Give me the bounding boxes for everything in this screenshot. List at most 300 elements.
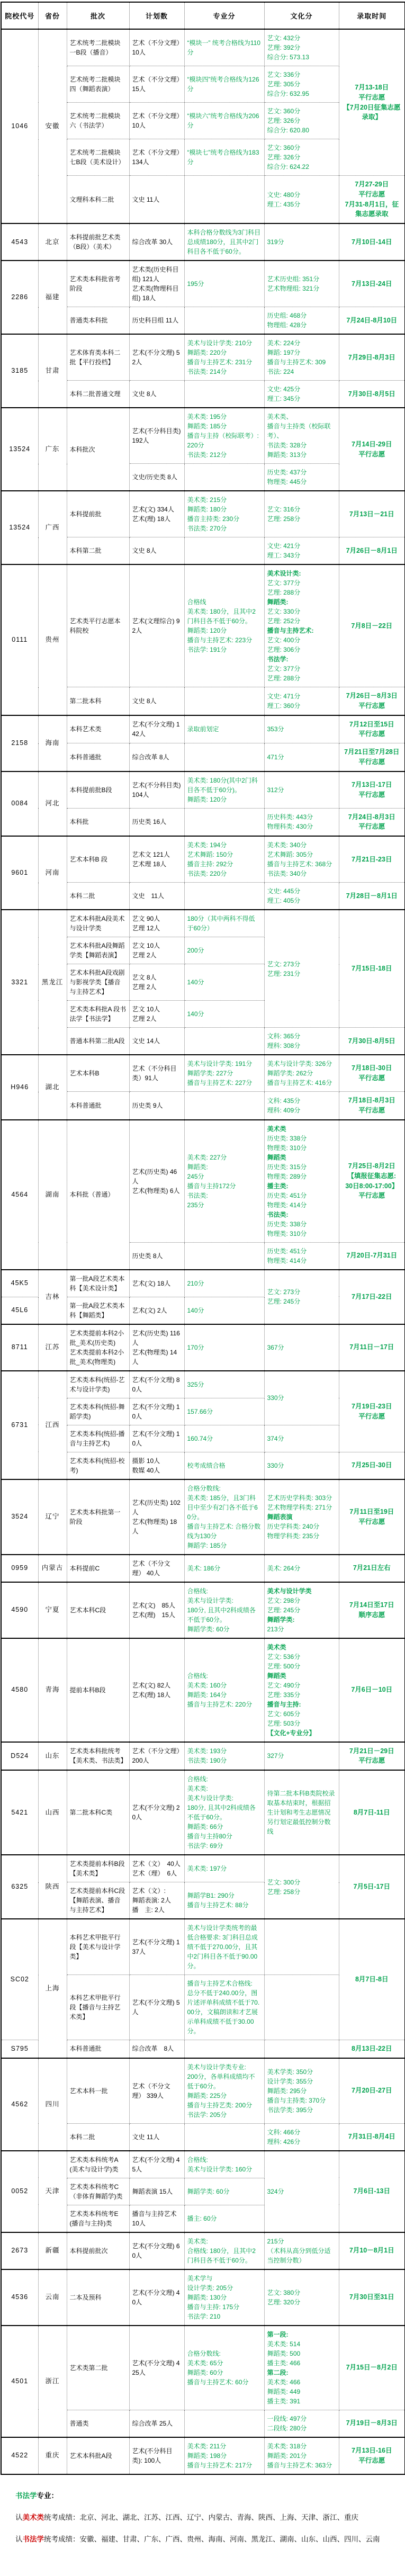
cell-culture-score: 330分 [264, 1452, 339, 1479]
cell-culture-score: 文科: 466分 理科: 426分 [264, 2123, 339, 2151]
keyword-art: 美术类 [22, 2513, 44, 2521]
cell-admission-time: 7月20日-27日 [339, 2058, 405, 2124]
cell-plan-count: 艺术(历史类) 116人 艺术(物理类) 14人 [129, 1324, 184, 1371]
cell-plan-count: 艺文 8人 艺理 2人 [129, 964, 184, 1001]
cell-batch: 艺术类提前本科C段【舞蹈表演、播音与主持艺术】 [67, 1882, 129, 1919]
cell-batch: 艺术本科批A段 [67, 2437, 129, 2474]
cell-major-score: 播主: 60分 [184, 2205, 264, 2232]
cell-major-score: 合格线: 美术类: 160分 舞蹈类: 164分 播音与主持艺术: 220分 [184, 1638, 264, 1742]
footnote-prefix: 认 [15, 2513, 23, 2521]
cell-plan-count: 艺术类(历史科目组) 121人 艺术类(物理科目组) 18人 [129, 261, 184, 307]
cell-batch: 艺术类本科(统招-校考) [67, 1452, 129, 1479]
cell-province: 内蒙古 [38, 1555, 67, 1582]
cell-school-code: SC02 [1, 1919, 38, 2040]
table-row [1, 1582, 405, 1638]
cell-major-score: 美术类: 197分 [184, 1855, 264, 1882]
cell-admission-time: 7月30日至31日 [339, 2269, 405, 2326]
table-row [1, 1770, 405, 1855]
cell-plan-count: 艺术(不分文理) 137人 [129, 1919, 184, 1975]
cell-batch: 艺术类本科统考C （非体育舞蹈学)类 [67, 2178, 129, 2205]
cell-plan-count: 艺术(文) 85人 艺术(理) 15人 [129, 1582, 184, 1638]
cell-province: 河南 [38, 836, 67, 910]
cell-major-score: 180分（其中两科不得低于60分） [184, 910, 264, 937]
cell-school-code: 2286 [1, 261, 38, 334]
cell-major-score: 美术类: 227分 舞蹈类: 245分 播音与主持172分 书法类: 235分 [184, 1120, 264, 1243]
cell-province: 海南 [38, 715, 67, 771]
cell-plan-count: 艺术文 121人 艺术理 18人 [129, 836, 184, 883]
cell-plan-count: 艺术（不分科目类）91人 [129, 1055, 184, 1092]
cell-batch: 艺术类本科统考A (美术与设计学)类 [67, 2151, 129, 2178]
cell-culture-score: 文史: 480分 理工: 435分 [264, 176, 339, 224]
cell-plan-count: 艺术(历史类) 102人 艺术(物理类) 18人 [129, 1479, 184, 1555]
footnote-art-provinces [15, 2511, 400, 2522]
cell-plan-count: 艺术(不分文理) 40人 [129, 2269, 184, 2326]
cell-province: 广东 [38, 408, 67, 491]
cell-major-score: 美术类: 211分 舞蹈类: 198分 播音与主持艺术: 217分 [184, 2437, 264, 2474]
cell-plan-count: 舞蹈表演 15人 [129, 2178, 184, 2205]
cell-school-code: 3321 [1, 910, 38, 1055]
cell-plan-count: 艺文 90人 艺理 12人 [129, 910, 184, 937]
cell-plan-count: 艺术(文) 2人 [129, 1297, 184, 1324]
cell-culture-score: 美术类 艺文: 536分 艺理: 500分 舞蹈类 艺文: 490分 艺理: 335分 播音与主持: 艺文: 605分 艺理: 503分 【文化+专业分】 [264, 1638, 339, 1742]
cell-school-code: 5421 [1, 1770, 38, 1855]
cell-batch: 本科提前批B段 [67, 771, 129, 809]
cell-major-score: 美术与设计学类: 191分 舞蹈学类: 227分 播音与主持艺术: 227分 [184, 1055, 264, 1092]
cell-admission-time: 7月11日至19日 平行志愿 [339, 1479, 405, 1555]
cell-culture-score: 美术类、 播音与主持类（校际联考）、 书法类: 328分 舞蹈类: 313分 [264, 408, 339, 464]
cell-plan-count: 文史 11人 [129, 176, 184, 224]
cell-plan-count: 艺术(不分科目类): 100人 [129, 2437, 184, 2474]
cell-admission-time: 7月24日-8月10日 [339, 307, 405, 335]
cell-batch: 本科普通批 [67, 1092, 129, 1120]
cell-batch: 本科艺术甲批平行段【播音与主持艺术类】 [67, 1975, 129, 2040]
cell-school-code: 4562 [1, 2058, 38, 2151]
cell-province: 河北 [38, 771, 67, 837]
cell-admission-time: 7月15日-18日 [339, 910, 405, 1028]
cell-batch: 艺术类本科(统招-舞蹈学类) [67, 1398, 129, 1425]
cell-province: 北京 [38, 223, 67, 261]
cell-batch: 艺术类本科(统招-播音与主持艺术) [67, 1425, 129, 1452]
table-row [1, 1919, 405, 1975]
cell-school-code: D524 [1, 1742, 38, 1771]
cell-admission-time: 7月13-18日 平行志愿 【7月20日征集志愿录取】 [339, 29, 405, 176]
col-header-batch: 批次 [67, 2, 129, 29]
cell-batch: 艺术本科批A段舞蹈学类【舞蹈表演】 [67, 937, 129, 964]
cell-major-score: 325分 [184, 1371, 264, 1398]
cell-province: 青海 [38, 1638, 67, 1742]
cell-culture-score: 美术与设计学类: 326分 舞蹈学类: 262分 播音与主持艺术: 416分 [264, 1055, 339, 1092]
cell-plan-count: 艺术(不分文理) 45人 [129, 2151, 184, 2178]
cell-admission-time: 7月24日-8月3日 平行志愿 [339, 808, 405, 836]
cell-batch: 艺术类提前本科2小批_美术(历史类) 艺术类提前本科2小批_美术(物理类) [67, 1324, 129, 1371]
cell-admission-time: 7月18日-8月3日 平行志愿 [339, 1092, 405, 1120]
cell-batch: 艺术类本科批第一阶段 [67, 1479, 129, 1555]
cell-admission-time: 7月13日-17日 平行志愿 [339, 771, 405, 809]
cell-major-score: 校考成绩合格 [184, 1452, 264, 1479]
cell-admission-time: 7月21日-23日 [339, 836, 405, 883]
table-row [1, 223, 405, 261]
footnote-provinces-list: 统考成绩：北京、河北、湖北、江苏、江西、辽宁、内蒙古、青海、陕西、上海、天津、浙江、重庆 [44, 2513, 358, 2521]
cell-admission-time: 8月7日-11日 [339, 1770, 405, 1855]
table-row [1, 2232, 405, 2269]
cell-admission-time: 7月11日－17日 [339, 1324, 405, 1371]
cell-plan-count: 文史 8人 [129, 687, 184, 715]
cell-school-code: 0111 [1, 564, 38, 715]
cell-plan-count: 艺术（文） 40人 艺术（理） 6人 [129, 1855, 184, 1882]
cell-admission-time: 7月13日-24日 [339, 261, 405, 307]
cell-major-score: 195分 [184, 261, 264, 307]
table-row [1, 2326, 405, 2410]
cell-school-code: 0084 [1, 771, 38, 837]
table-row [1, 1270, 405, 1297]
cell-province: 安徽 [38, 29, 67, 223]
cell-plan-count: 文史/历史类 8人 [129, 464, 184, 491]
cell-culture-score: 353分 [264, 715, 339, 743]
cell-culture-score: 美术类: 340分 艺术舞蹈: 305分 播音与主持艺术: 368分 书法类: 340分 [264, 836, 339, 883]
cell-major-score [184, 2040, 264, 2058]
footnote-calligraphy-provinces [15, 2533, 400, 2544]
cell-plan-count: 文史 14人 [129, 1028, 184, 1055]
cell-batch: 本科批 [67, 808, 129, 836]
cell-culture-score [264, 2040, 339, 2058]
cell-major-score: 合格线: 美术与设计学类: 160分 [184, 2151, 264, 2178]
cell-plan-count: 艺文 10人 艺理 2人 [129, 937, 184, 964]
cell-batch: 艺术本科批A段美术与设计学类 [67, 910, 129, 937]
cell-major-score: 合格分数线: 美术类: 65分 舞蹈类: 60分 播音与主持艺术: 60分 [184, 2326, 264, 2410]
table-row [1, 836, 405, 883]
cell-major-score [184, 381, 264, 408]
cell-admission-time: 7月26日－8月3日 平行志愿 [339, 687, 405, 715]
cell-admission-time: 7月10日-14日 [339, 223, 405, 261]
cell-culture-score: 327分 [264, 1742, 339, 1771]
cell-plan-count: 艺术(文) 82人 艺术(理) 18人 [129, 1638, 184, 1742]
cell-culture-score: 文史: 421分 理工: 343分 [264, 537, 339, 565]
cell-culture-score: 文史: 425分 理工: 345分 [264, 381, 339, 408]
cell-batch: 本科提前批次 [67, 2232, 129, 2269]
col-header-admission-time: 录取时间 [339, 2, 405, 29]
table-row [1, 1555, 405, 1582]
cell-plan-count: 艺术(不分文理) 425人 [129, 2326, 184, 2410]
cell-plan-count: 文史 8人 [129, 381, 184, 408]
cell-admission-time: 7月21日－29日 平行志愿 [339, 1742, 405, 1771]
cell-batch: 普通本科第二批A段 [67, 1028, 129, 1055]
cell-school-code: 45L6 [1, 1297, 38, 1324]
cell-province: 吉林 [38, 1270, 67, 1324]
cell-province: 江西 [38, 1371, 67, 1479]
cell-major-score: 140分 [184, 964, 264, 1001]
cell-culture-score: 艺文: 432分 艺理: 392分 综合分: 573.13 [264, 29, 339, 66]
table-row [1, 491, 405, 537]
cell-admission-time: 7月27-29日 平行志愿 7月31-8月1日，征集志愿录取 [339, 176, 405, 224]
cell-province: 湖北 [38, 1055, 67, 1120]
cell-admission-time: 7月17日-22日 [339, 1270, 405, 1324]
cell-plan-count: 综合改革 25人 [129, 2410, 184, 2437]
cell-admission-time: 7月10－8月1日 [339, 2232, 405, 2269]
cell-culture-score: 文史: 471分 理工: 360分 [264, 687, 339, 715]
cell-plan-count: 艺术(不分文理) 10人 [129, 1425, 184, 1452]
table-row [1, 408, 405, 464]
cell-plan-count: 艺术(不分科目类) 104人 [129, 771, 184, 809]
cell-province: 重庆 [38, 2437, 67, 2474]
cell-culture-score: 艺文: 360分 艺理: 326分 综合分: 620.80 [264, 103, 339, 139]
cell-province: 广西 [38, 491, 67, 564]
cell-school-code: 4590 [1, 1582, 38, 1638]
table-row [1, 1120, 405, 1243]
cell-culture-score: 美术与设计学类 艺文: 298分 艺理: 245分 舞蹈学类: 213分 [264, 1582, 339, 1638]
cell-plan-count: 艺术（不分文理）15人 [129, 66, 184, 103]
cell-major-score: 美术与设计学类: 210分 舞蹈类: 220分 播音与主持艺术: 231分 书法类: 214分 [184, 334, 264, 381]
cell-major-score: 合格线: 美术类: 美术与设计学类: 180分, 且其中2科成绩各不低于60分。 舞蹈类: 66分 播音与主持80分 书法学: 69分 [184, 1770, 264, 1855]
cell-plan-count: 艺术(不分文理) 5人 [129, 1975, 184, 2040]
cell-province: 甘肃 [38, 334, 67, 408]
cell-culture-score: 367分 [264, 1324, 339, 1371]
cell-culture-score: 文科: 435分 理科: 409分 [264, 1092, 339, 1120]
cell-province: 湖南 [38, 1120, 67, 1270]
cell-culture-score: 一段线: 497分 二段线: 280分 [264, 2410, 339, 2437]
cell-batch: 艺术类提前本科B段【美术类】 [67, 1855, 129, 1882]
cell-culture-score: 历史类: 437分 物理类: 445分 [264, 464, 339, 491]
cell-admission-time: 7月6日－10日 [339, 1638, 405, 1742]
table-body [1, 29, 405, 2474]
table-row [1, 1324, 405, 1371]
cell-province: 黑龙江 [38, 910, 67, 1055]
cell-batch: 普通类 [67, 2410, 129, 2437]
cell-batch: 艺术类平行志愿本科院校 [67, 564, 129, 687]
cell-batch: 本科普通批 [67, 743, 129, 771]
cell-province: 福建 [38, 261, 67, 334]
cell-admission-time: 7月6日-13日 [339, 2151, 405, 2232]
cell-school-code: S795 [1, 2040, 38, 2058]
cell-major-score [184, 1092, 264, 1120]
cell-major-score: 美术类: 合格线: 180分，且其中2门科目各不低于60分。 [184, 2232, 264, 2269]
cell-batch: 艺术统考二批模块四（舞蹈表演） [67, 66, 129, 103]
table-row [1, 1371, 405, 1398]
cell-major-score [184, 2123, 264, 2151]
cell-admission-time: 7月30日-8月5日 [339, 1028, 405, 1055]
cell-batch: 本科提前批 [67, 491, 129, 537]
cell-culture-score: 美术: 224分 舞蹈: 197分 播音与主持艺术: 309 书法: 224 [264, 334, 339, 381]
cell-major-score [184, 176, 264, 224]
cell-school-code: 4522 [1, 2437, 38, 2474]
cell-culture-score: 艺文: 336分 艺理: 305分 综合分: 632.95 [264, 66, 339, 103]
cell-admission-time: 7月31日-8月4日 [339, 2123, 405, 2151]
cell-major-score: “模块四”统考合格线为126分 [184, 66, 264, 103]
cell-admission-time: 7月21日左右 [339, 1555, 405, 1582]
cell-plan-count: 艺术（不分文理）200人 [129, 1742, 184, 1771]
cell-admission-time: 7月20日-7月31日 [339, 1242, 405, 1270]
cell-batch: 第一批A段艺术类本科【美术设计类】 [67, 1270, 129, 1297]
cell-batch: 艺术类本科批A 段书法学【书法学】 [67, 1001, 129, 1028]
cell-culture-score: 艺文: 380分 艺理: 320分 [264, 2269, 339, 2326]
cell-culture-score: 文科: 365分 理科: 308分 [264, 1028, 339, 1055]
admissions-table [1, 2, 405, 2475]
cell-batch: 艺术统考二批模块六（书法学） [67, 103, 129, 139]
cell-province: 江苏 [38, 1324, 67, 1371]
cell-major-score: 美术类: 195分 舞蹈类: 185分 播音与主持（校际联考）: 220分 书法类: 212分 [184, 408, 264, 464]
cell-major-score: 本科合格分数线为3门科目总成绩180分，且其中2门科目各不低于60分。 [184, 223, 264, 261]
cell-province: 浙江 [38, 2326, 67, 2437]
cell-school-code: 6325 [1, 1855, 38, 1919]
cell-culture-score: 美术设计类: 艺文: 377分 艺理: 288分 舞蹈类: 艺文: 330分 艺理: 252分 播音与主持艺术: 艺文: 400分 艺理: 306分 书法学: 艺文: 377分 艺理: 288分 [264, 564, 339, 687]
col-header-major-score: 专业分 [184, 2, 264, 29]
cell-plan-count: 艺文 10人 艺理 2人 [129, 1001, 184, 1028]
table-row [1, 2151, 405, 2178]
col-header-province: 省份 [38, 2, 67, 29]
cell-province: 山东 [38, 1742, 67, 1771]
cell-major-score: 140分 [184, 1297, 264, 1324]
cell-school-code: 4536 [1, 2269, 38, 2326]
cell-admission-time: 7月25日-30日 [339, 1452, 405, 1479]
cell-major-score [184, 537, 264, 565]
cell-admission-time: 7月19日－8月3日 [339, 2410, 405, 2437]
cell-batch: 艺术本科B [67, 1055, 129, 1092]
cell-plan-count: 播音与主持艺术 10人 [129, 2205, 184, 2232]
cell-batch: 艺术类本科批统考【美术类、书法类】 [67, 1742, 129, 1771]
cell-plan-count: 历史类 16人 [129, 808, 184, 836]
cell-admission-time: 7月26日－8月1日 [339, 537, 405, 565]
cell-admission-time: 7月21日至7月28日 平行志愿 [339, 743, 405, 771]
cell-major-score: 157.66分 [184, 1398, 264, 1425]
cell-plan-count: 艺术(不分文理) 142人 [129, 715, 184, 743]
table-row [1, 2437, 405, 2474]
cell-school-code: 4501 [1, 2326, 38, 2437]
cell-batch: 第二批本科C类 [67, 1770, 129, 1855]
cell-batch: 第二批本科 [67, 687, 129, 715]
cell-plan-count: 艺术(不分文理) 60人 [129, 2232, 184, 2269]
table-row [1, 771, 405, 809]
cell-school-code: 1046 [1, 29, 38, 223]
cell-school-code: H946 [1, 1055, 38, 1120]
cell-culture-score: 艺文: 300分 艺理: 258分 [264, 1855, 339, 1919]
footnotes [1, 2475, 404, 2576]
cell-admission-time: 8月13日-22日 [339, 2040, 405, 2058]
footnote-provinces-list: 统考成绩：安徽、福建、甘肃、广东、广西、贵州、海南、河南、黑龙江、湖南、山东、山西、四川、云南 [44, 2535, 380, 2543]
cell-culture-score: 471分 [264, 743, 339, 771]
cell-admission-time: 7月30日-8月5日 [339, 381, 405, 408]
cell-plan-count: 艺术(历史类) 46人 艺术(物理类) 6人 [129, 1120, 184, 1243]
cell-major-score: 录取前划定 [184, 715, 264, 743]
table-row [1, 715, 405, 743]
cell-plan-count: 艺术（不分文理）10人 [129, 103, 184, 139]
cell-province: 宁夏 [38, 1582, 67, 1638]
cell-school-code: 8711 [1, 1324, 38, 1371]
cell-plan-count: 艺术(不分文理) 10人 [129, 1398, 184, 1425]
cell-batch: 普通类本科批 [67, 307, 129, 335]
cell-school-code: 0052 [1, 2151, 38, 2232]
cell-culture-score: 历史类: 451分 物理类: 414分 [264, 1242, 339, 1270]
cell-admission-time: 7月19日-23日 平行志愿 [339, 1371, 405, 1452]
cell-school-code: 2158 [1, 715, 38, 771]
cell-plan-count: 历史科目组 11人 [129, 307, 184, 335]
cell-batch: 本科艺术类 [67, 715, 129, 743]
cell-batch: 文理科本科二批 [67, 176, 129, 224]
cell-culture-score: 文史: 445分 理工: 405分 [264, 883, 339, 910]
cell-culture-score: 美术类: 318分 舞蹈类: 201分 播音与主持艺术: 363分 [264, 2437, 339, 2474]
cell-major-score: 舞蹈学B1: 290分 播音与主持艺术: 88分 [184, 1882, 264, 1919]
cell-school-code: 4580 [1, 1638, 38, 1742]
cell-admission-time: 7月13日－21日 [339, 491, 405, 537]
cell-batch: 本科二批 [67, 2123, 129, 2151]
cell-plan-count: 艺术(不分文理) 80人 [129, 1371, 184, 1398]
cell-batch: 本科二批普通文理 [67, 381, 129, 408]
cell-plan-count: 艺术(不分科目类) 192人 [129, 408, 184, 464]
table-row [1, 564, 405, 687]
cell-batch: 艺术本科一批 [67, 2058, 129, 2124]
cell-major-score: 140分 [184, 1001, 264, 1028]
cell-major-score: 170分 [184, 1324, 264, 1371]
col-header-culture-score: 文化分 [264, 2, 339, 29]
cell-school-code: 0959 [1, 1555, 38, 1582]
cell-admission-time: 7月12日至15日 平行志愿 [339, 715, 405, 743]
cell-batch: 本科批次 [67, 408, 129, 491]
cell-major-score: 美术与设计学类专业: 200分，各单科成绩均不低于60分。 舞蹈类: 225分 播音与主持艺类: 200分 书法学: 205分 [184, 2058, 264, 2124]
cell-batch: 艺术统考二批模块一B段（播音） [67, 29, 129, 66]
cell-province: 云南 [38, 2269, 67, 2326]
cell-culture-score: 待第二批本科B类院校录取基本结束时，根据招生计划和考生志愿情况另行划定最低控制分数线 [264, 1770, 339, 1855]
cell-admission-time: 7月28日－8月1日 [339, 883, 405, 910]
cell-major-score [184, 687, 264, 715]
cell-major-score: 合格线: 美术与设计学类: 180分, 且其中2科成绩各不低于60分。 舞蹈学类: 60分 [184, 1582, 264, 1638]
cell-culture-score: 艺文: 316分 艺理: 258分 [264, 491, 339, 537]
cell-plan-count: 艺术（文）: 舞蹈表演: 2人 播 主: 2人 [129, 1882, 184, 1919]
cell-batch: 提前本科B段 [67, 1638, 129, 1742]
cell-plan-count: 历史类 8人 [129, 1242, 184, 1270]
cell-school-code: 13524 [1, 408, 38, 491]
table-row [1, 2058, 405, 2124]
cell-plan-count: 艺术（不分文理）10人 [129, 29, 184, 66]
cell-batch: 第一批A段艺术类本科【舞蹈类】 [67, 1297, 129, 1324]
cell-major-score: 舞蹈学类: 60分 [184, 2178, 264, 2205]
cell-batch: 艺术体育类本科二批【平行投档】 [67, 334, 129, 381]
cell-culture-score: 215分 （术科从高分到低分适当控制分数） [264, 2232, 339, 2269]
cell-major-score [184, 1028, 264, 1055]
cell-admission-time: 7月18日-30日 平行志愿 [339, 1055, 405, 1092]
cell-batch: 本科批（普通） [67, 1120, 129, 1270]
cell-province: 上海 [38, 1919, 67, 2058]
cell-province: 新疆 [38, 2232, 67, 2269]
cell-culture-score: 324分 [264, 2151, 339, 2232]
table-row [1, 2269, 405, 2326]
cell-batch: 艺术本科批A段戏剧与影视学类【播音与主持艺术】 [67, 964, 129, 1001]
cell-province: 天津 [38, 2151, 67, 2232]
cell-province: 辽宁 [38, 1479, 67, 1555]
col-header-school-code: 院校代号 [1, 2, 38, 29]
cell-culture-score: 美术类 历史类: 338分 物理类: 310分 舞蹈类 历史类: 315分 物理类: 289分 播主类: 历史类: 451分 物理类: 414分 书法类: 历史类: 338分 物理类: 310分 [264, 1120, 339, 1243]
cell-major-score [184, 743, 264, 771]
cell-batch: 本科提前批艺术类（B段）（美术） [67, 223, 129, 261]
cell-batch: 本科艺术甲批平行段【美术与设计学类】 [67, 1919, 129, 1975]
cell-major-score [184, 1242, 264, 1270]
cell-plan-count: 艺术(文理综合) 92人 [129, 564, 184, 687]
cell-plan-count: 摄影 10人 数媒 40人 [129, 1452, 184, 1479]
cell-school-code: 3524 [1, 1479, 38, 1555]
table-row [1, 261, 405, 307]
cell-school-code: 9601 [1, 836, 38, 910]
cell-batch: 本科二批 [67, 883, 129, 910]
cell-major-score [184, 464, 264, 491]
cell-culture-score: 374分 [264, 1425, 339, 1452]
cell-culture-score: 艺文: 273分 艺理: 245分 [264, 1270, 339, 1324]
cell-plan-count: 艺术（不分文理） 339人 [129, 2058, 184, 2124]
cell-culture-score: 艺术历史组: 351分 艺术物理组: 321分 [264, 261, 339, 307]
cell-admission-time: 7月8日－22日 [339, 564, 405, 687]
cell-admission-time: 7月5日-17日 [339, 1855, 405, 1919]
table-row [1, 1638, 405, 1742]
cell-major-score: 美术类: 193分 书法类: 190分 [184, 1742, 264, 1771]
cell-batch: 本科提前C [67, 1555, 129, 1582]
cell-plan-count: 艺术(不分文理) 20人 [129, 1770, 184, 1855]
cell-culture-score: 330分 [264, 1371, 339, 1425]
